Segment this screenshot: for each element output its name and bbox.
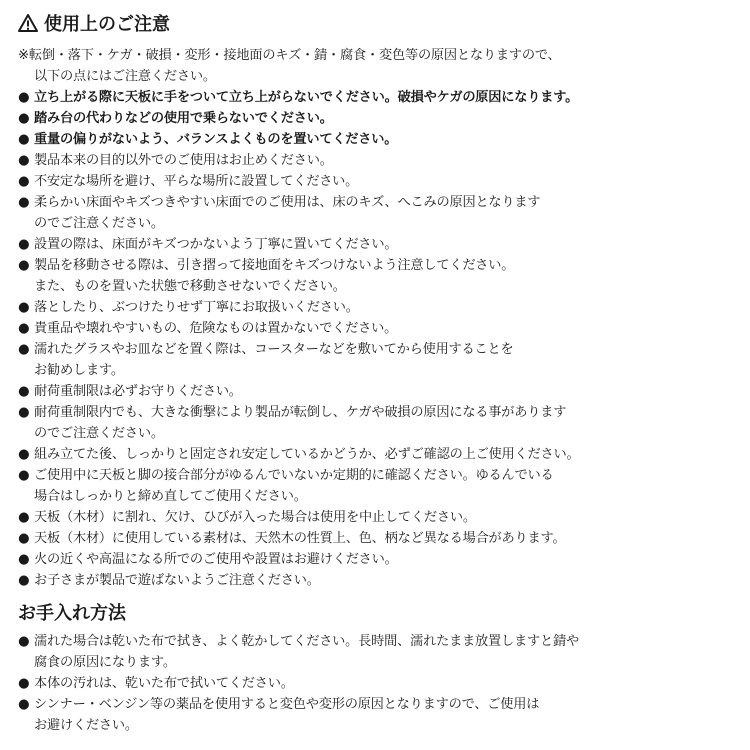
caution-note-line bbox=[18, 45, 561, 66]
caution-item-line bbox=[18, 108, 333, 129]
line-text: お勧めします。 bbox=[34, 363, 124, 378]
caution-item-line bbox=[18, 570, 320, 591]
line-text: 火の近くや高温になる所でのご使用や設置はお避けください。 bbox=[34, 552, 398, 567]
caution-item-line bbox=[18, 549, 398, 570]
care-item-line bbox=[18, 694, 539, 715]
care-title: お手入れ方法 bbox=[18, 603, 126, 624]
caution-item-line bbox=[34, 360, 124, 381]
line-text: 落としたり、ぶつけたりせず丁寧にお取扱いください。 bbox=[34, 300, 359, 315]
bullet-mark: ● bbox=[18, 321, 30, 336]
line-text: 組み立てた後、しっかりと固定され安定しているかどうか、必ずご確認の上ご使用ください。 bbox=[34, 447, 580, 462]
line-text: 天板（木材）に割れ、欠け、ひびが入った場合は使用を中止してください。 bbox=[34, 510, 476, 525]
bullet-mark: ● bbox=[18, 342, 30, 357]
bullet-mark: ● bbox=[18, 697, 30, 712]
care-item-line bbox=[34, 652, 176, 673]
caution-item-line bbox=[18, 129, 397, 150]
caution-item-line bbox=[34, 423, 164, 444]
bullet-mark: ● bbox=[18, 153, 30, 168]
caution-item-line bbox=[18, 87, 578, 108]
line-text: ※転倒・落下・ケガ・破損・変形・接地面のキズ・錆・腐食・変色等の原因となりますので、 bbox=[18, 48, 561, 63]
line-text: シンナー・ベンジン等の薬品を使用すると変色や変形の原因となりますので、ご使用は bbox=[34, 697, 540, 712]
bullet-mark: ● bbox=[18, 468, 30, 483]
bullet-mark: ● bbox=[18, 447, 30, 462]
line-text: 腐食の原因になります。 bbox=[34, 655, 176, 670]
caution-item-line bbox=[18, 339, 513, 360]
bullet-mark: ● bbox=[18, 573, 30, 588]
caution-item-line bbox=[18, 465, 554, 486]
line-text: お子さまが製品で遊ばないようご注意ください。 bbox=[34, 573, 320, 588]
care-item-line bbox=[18, 673, 294, 694]
caution-item-line bbox=[18, 402, 566, 423]
caution-item-line bbox=[18, 297, 359, 318]
line-text: 本体の汚れは、乾いた布で拭いてください。 bbox=[34, 676, 294, 691]
line-text: 耐荷重制限内でも、大きな衝撃により製品が転倒し、ケガや破損の原因になる事があります bbox=[34, 405, 567, 420]
caution-item-line bbox=[18, 528, 565, 549]
caution-item-line bbox=[34, 486, 307, 507]
line-text: のでご注意ください。 bbox=[34, 426, 164, 441]
caution-heading bbox=[18, 10, 170, 36]
care-item-line bbox=[34, 715, 138, 736]
line-text: 濡れたグラスやお皿などを置く際は、コースターなどを敷いてから使用することを bbox=[34, 342, 514, 357]
line-text: また、ものを置いた状態で移動させないでください。 bbox=[34, 279, 346, 294]
bullet-mark: ● bbox=[18, 384, 30, 399]
bullet-mark: ● bbox=[18, 405, 30, 420]
caution-item-line bbox=[18, 234, 397, 255]
line-text: 重量の偏りがないよう、バランスよくものを置いてください。 bbox=[34, 132, 398, 147]
bullet-mark: ● bbox=[18, 634, 30, 649]
line-text: 濡れた場合は乾いた布で拭き、よく乾かしてください。長時間、濡れたまま放置しますと錆や bbox=[34, 634, 579, 649]
line-text: 不安定な場所を避け、平らな場所に設置してください。 bbox=[34, 174, 359, 189]
bullet-mark: ● bbox=[18, 552, 30, 567]
bullet-mark: ● bbox=[18, 258, 30, 273]
caution-item-line bbox=[34, 276, 346, 297]
line-text: のでご注意ください。 bbox=[34, 216, 164, 231]
line-text: 場合はしっかりと締め直してご使用ください。 bbox=[34, 489, 307, 504]
line-text: 踏み台の代わりなどの使用で乗らないでください。 bbox=[34, 111, 333, 126]
line-text: 設置の際は、床面がキズつかないよう丁寧に置いてください。 bbox=[34, 237, 398, 252]
bullet-mark: ● bbox=[18, 195, 30, 210]
bullet-mark: ● bbox=[18, 174, 30, 189]
caution-item-line bbox=[18, 192, 540, 213]
line-text: ご使用中に天板と脚の接合部分がゆるんでいないか定期的に確認ください。ゆるんでいる bbox=[34, 468, 554, 483]
caution-note-line bbox=[34, 66, 216, 87]
line-text: 立ち上がる際に天板に手をついて立ち上がらないでください。破損やケガの原因になります。 bbox=[34, 90, 579, 105]
line-text: 貴重品や壊れやすいもの、危険なものは置かないでください。 bbox=[34, 321, 398, 336]
line-text: 耐荷重制限は必ずお守りください。 bbox=[34, 384, 242, 399]
bullet-mark: ● bbox=[18, 111, 30, 126]
line-text: 製品本来の目的以外でのご使用はお止めください。 bbox=[34, 153, 333, 168]
caution-item-line bbox=[18, 381, 242, 402]
line-text: 製品を移動させる際は、引き摺って接地面をキズつけないよう注意してください。 bbox=[34, 258, 515, 273]
care-heading bbox=[18, 599, 126, 625]
bullet-mark: ● bbox=[18, 300, 30, 315]
bullet-mark: ● bbox=[18, 132, 30, 147]
bullet-mark: ● bbox=[18, 676, 30, 691]
line-text: 天板（木材）に使用している素材は、天然木の性質上、色、柄など異なる場合があります。 bbox=[34, 531, 566, 546]
caution-item-line bbox=[18, 150, 333, 171]
bullet-mark: ● bbox=[18, 90, 30, 105]
caution-item-line bbox=[18, 318, 397, 339]
caution-item-line bbox=[18, 171, 358, 192]
bullet-mark: ● bbox=[18, 237, 30, 252]
caution-item-line bbox=[18, 255, 514, 276]
caution-item-line bbox=[34, 213, 164, 234]
line-text: 柔らかい床面やキズつきやすい床面でのご使用は、床のキズ、へこみの原因となります bbox=[34, 195, 541, 210]
caution-item-line bbox=[18, 444, 579, 465]
caution-title: 使用上のご注意 bbox=[44, 14, 170, 35]
warning-icon bbox=[18, 13, 38, 33]
bullet-mark: ● bbox=[18, 510, 30, 525]
bullet-mark: ● bbox=[18, 531, 30, 546]
caution-item-line bbox=[18, 507, 476, 528]
line-text: お避けください。 bbox=[34, 718, 138, 733]
line-text: 以下の点にはご注意ください。 bbox=[34, 69, 216, 84]
care-item-line bbox=[18, 631, 579, 652]
